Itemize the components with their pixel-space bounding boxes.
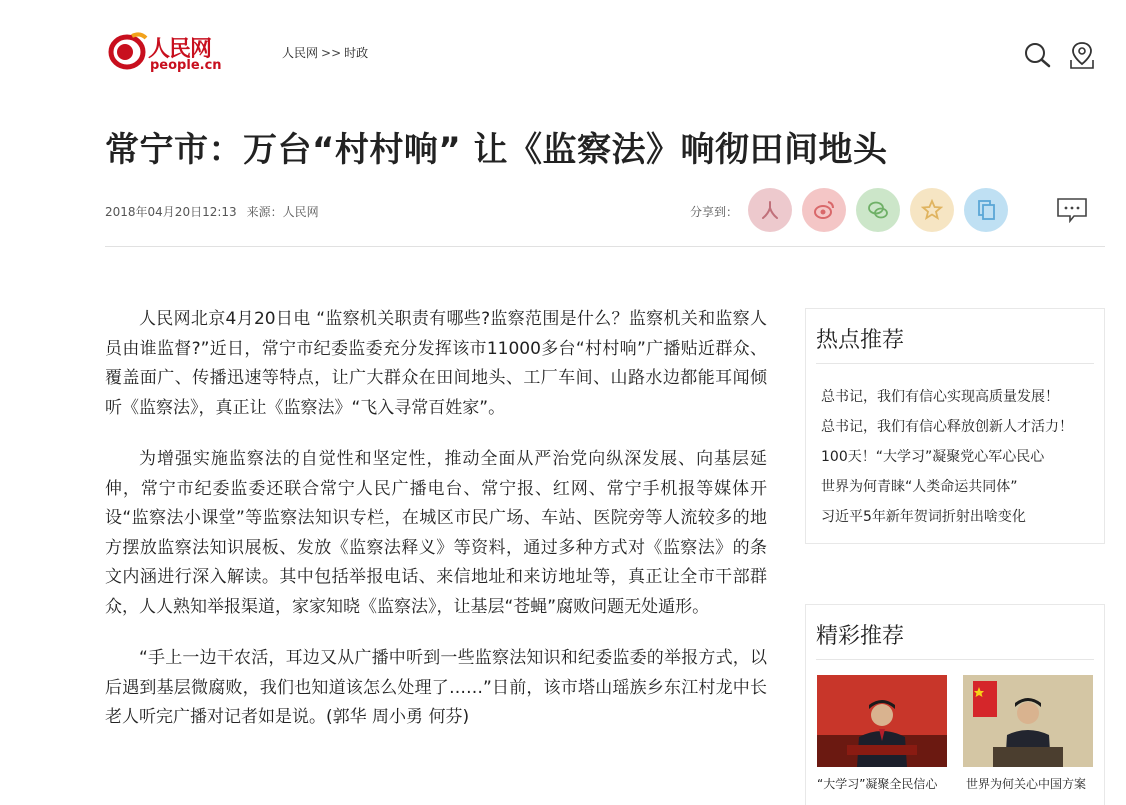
breadcrumb-politics[interactable]: 时政 [344, 46, 369, 60]
article-body [105, 305, 767, 755]
site-logo[interactable] [108, 30, 228, 76]
share-people-button[interactable] [748, 188, 792, 232]
hot-link-item[interactable]: 100天！“大学习”凝聚党心军心民心 [821, 449, 1045, 465]
featured-recommend-title: 精彩推荐 [816, 624, 905, 649]
article-title: 常宁市：万台“村村响” 让《监察法》响彻田间地头 [105, 130, 888, 170]
share-weibo-button[interactable] [802, 188, 846, 232]
hot-recommend-panel [805, 308, 1105, 544]
hot-link-item[interactable]: 总书记，我们有信心实现高质量发展！ [821, 389, 1059, 405]
meta-divider [105, 246, 1105, 247]
article-paragraph: 人民网北京4月20日电 “监察机关职责有哪些?监察范围是什么？监察机关和监察人员由谁监督?”近日，常宁市纪委监委充分发挥该市11000多台“村村响”广播贴近群众、覆盖面广、传播迅速等特点，让广大群众在田间地头、工厂车间、山路水边都能耳闻倾听《监察法》，真正让《监察法》“飞入寻常百姓家”。 [105, 309, 767, 418]
article-paragraph: 为增强实施监察法的自觉性和坚定性，推动全面从严治党向纵深发展、向基层延伸，常宁市纪委监委还联合常宁人民广播电台、常宁报、红网、常宁手机报等媒体开设“监察法小课堂”等监察法知识专栏，在城区市民广场、车站、医院旁等人流较多的地方摆放监察法知识展板、发放《监察法释义》等资料，通过多种方式对《监察法》的条文内涵进行深入解读。其中包括举报电话、来信地址和来访地址等，真正让全市干部群众，人人熟知举报渠道，家家知晓《监察法》，让基层“苍蝇”腐败问题无处遁形。 [105, 449, 767, 617]
site-header [0, 0, 1126, 100]
breadcrumb-separator: >> [321, 46, 342, 60]
featured-recommend-panel [805, 604, 1105, 805]
featured-caption[interactable]: “大学习”凝聚全民信心 [817, 777, 938, 791]
copy-icon [975, 199, 997, 221]
hot-recommend-list [821, 382, 1073, 532]
logo-text-en: people.cn [150, 58, 222, 73]
panel-divider [816, 363, 1094, 364]
breadcrumb [282, 44, 368, 61]
featured-caption[interactable]: 世界为何关心中国方案 [966, 777, 1087, 791]
people-share-icon [759, 199, 781, 221]
search-icon[interactable] [1022, 40, 1052, 70]
share-copy-button[interactable] [964, 188, 1008, 232]
hot-link-item[interactable]: 世界为何青睐“人类命运共同体” [821, 479, 1018, 495]
speaker-photo-illustration [817, 675, 947, 767]
share-label: 分享到： [690, 205, 739, 219]
location-icon[interactable] [1068, 40, 1098, 70]
share-favorite-button[interactable] [910, 188, 954, 232]
panel-divider [816, 659, 1094, 660]
article-paragraph: “手上一边干农活，耳边又从广播中听到一些监察法知识和纪委监委的举报方式，以后遇到基层微腐败，我们也知道该怎么处理了……”日前，该市塔山瑶族乡东江村龙中长老人听完广播对记者如是说。(郭华 周小勇 何芬) [105, 648, 767, 727]
featured-thumbnail[interactable] [817, 675, 947, 767]
wechat-icon [867, 199, 889, 221]
hot-link-item[interactable]: 习近平5年新年贺词折射出啥变化 [821, 509, 1026, 525]
article-date: 2018年04月20日12:13 [105, 205, 237, 219]
weibo-icon [813, 199, 835, 221]
share-wechat-button[interactable] [856, 188, 900, 232]
hot-link-item[interactable]: 总书记，我们有信心释放创新人才活力！ [821, 419, 1073, 435]
logo-icon [108, 30, 148, 72]
featured-thumbnail[interactable] [963, 675, 1093, 767]
star-icon [921, 199, 943, 221]
hot-recommend-title: 热点推荐 [816, 328, 905, 353]
article-source: 来源：人民网 [246, 205, 319, 219]
breadcrumb-home[interactable]: 人民网 [282, 46, 319, 60]
article-meta [105, 203, 319, 220]
logo-text-cn: 人民网 [148, 36, 212, 62]
comment-icon[interactable] [1056, 197, 1088, 223]
speaker-photo-illustration [963, 675, 1093, 767]
